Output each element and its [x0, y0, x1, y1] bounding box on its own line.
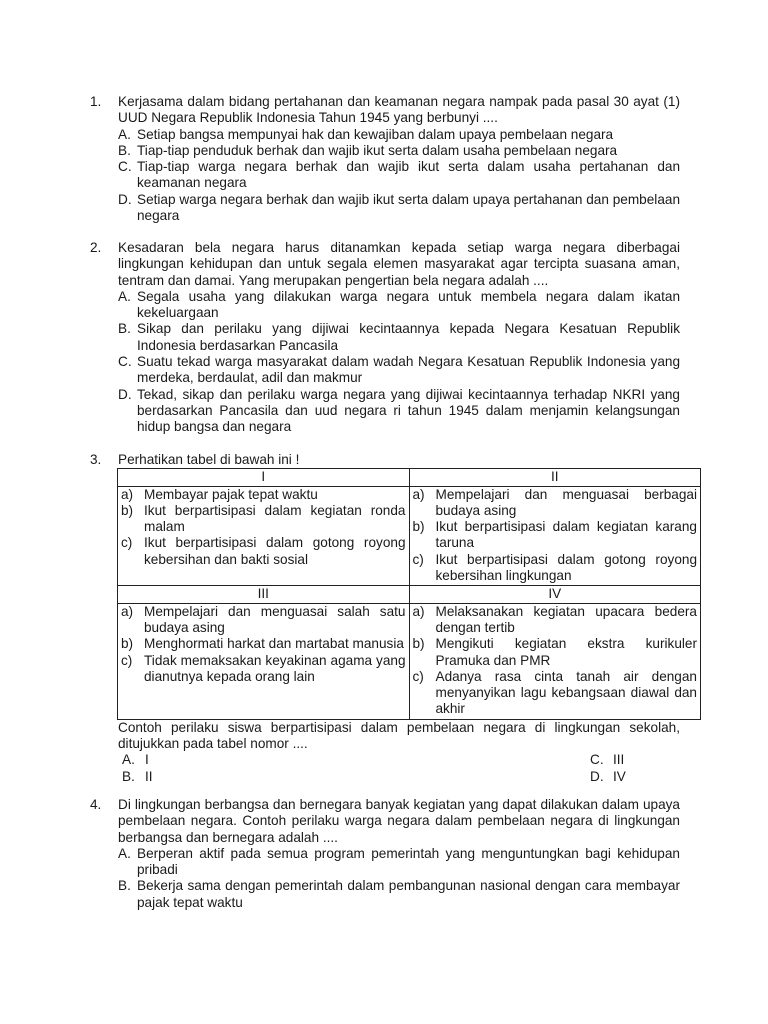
option-text: III	[613, 752, 625, 768]
option-letter: A.	[118, 126, 131, 142]
question-1	[90, 94, 680, 224]
option-text: Setiap bangsa mempunyai hak dan kewajiban dalam upaya pembelaan negara	[137, 126, 614, 142]
cell-item	[121, 503, 406, 536]
option-text: Berperan aktif pada semua program pemerintah yang menguntungkan bagi kehidupan pribadi	[137, 845, 680, 878]
option-letter: C.	[118, 354, 132, 370]
cell-item-letter: a)	[121, 603, 134, 619]
option-d[interactable]	[118, 387, 680, 436]
option-d[interactable]	[118, 192, 680, 225]
cell-item	[413, 604, 698, 637]
table-cell-ii	[409, 486, 701, 586]
option-letter: A.	[118, 288, 131, 304]
cell-item	[413, 636, 698, 669]
option-a[interactable]	[118, 289, 680, 322]
cell-item-text: Ikut berpartisipasi dalam kegiatan karang taruna	[435, 519, 697, 551]
cell-item-text: Ikut berpartisipasi dalam gotong royong kebersihan dan bakti sosial	[144, 535, 406, 567]
question-number: 1.	[90, 94, 102, 109]
option-a[interactable]	[118, 846, 680, 879]
option-letter: C.	[590, 752, 604, 768]
question-stem: Perhatikan tabel di bawah ini !	[118, 452, 300, 467]
option-text: IV	[613, 768, 626, 784]
question-number: 2.	[90, 240, 102, 255]
cell-item-letter: b)	[121, 636, 134, 652]
cell-item	[413, 552, 698, 585]
option-letter: D.	[590, 768, 604, 784]
option-text: Setiap warga negara berhak dan wajib ikut serta dalam upaya pertahanan dan pembelaan negara	[137, 191, 680, 224]
option-b[interactable]	[118, 143, 680, 159]
cell-item-text: Menghormati harkat dan martabat manusia	[144, 636, 404, 652]
question-stem: Kerjasama dalam bidang pertahanan dan keamanan negara nampak pada pasal 30 ayat (1) UUD Negara Republik Indonesia Tahun 1945 yang berbunyi ....	[118, 94, 680, 126]
question-stem: Kesadaran bela negara harus ditanamkan kepada setiap warga negara diberbagai lingkungan kehidupan dan untuk segala elemen masyarakat agar tercipta suasana aman, tentram dan damai. Yang merupakan pengertian bela negara adalah ....	[118, 240, 680, 288]
option-text: Tiap-tiap penduduk berhak dan wajib ikut serta dalam usaha pembelaan negara	[137, 142, 618, 158]
option-letter: B.	[118, 142, 131, 158]
cell-item-text: Melaksanakan kegiatan upacara bedera dengan tertib	[435, 603, 697, 635]
option-c[interactable]	[118, 159, 680, 192]
cell-item-letter: b)	[121, 502, 134, 518]
cell-item	[121, 636, 406, 652]
cell-item	[413, 487, 698, 520]
cell-item-letter: c)	[412, 551, 424, 567]
option-c[interactable]	[118, 354, 680, 387]
cell-item-letter: a)	[412, 486, 425, 502]
table-header-iv: IV	[409, 586, 701, 603]
option-letter: D.	[118, 191, 132, 207]
cell-item-text: Adanya rasa cinta tanah air dengan menyanyikan lagu kebangsaan diawal dan akhir	[435, 668, 697, 717]
cell-item-text: Ikut berpartisipasi dalam gotong royong kebersihan lingkungan	[435, 551, 697, 584]
option-a[interactable]	[122, 752, 149, 768]
cell-item-letter: a)	[412, 603, 425, 619]
option-text: Segala usaha yang dilakukan warga negara untuk membela negara dalam ikatan kekeluargaan	[137, 288, 680, 321]
cell-item-text: Membayar pajak tepat waktu	[144, 486, 318, 502]
option-b[interactable]	[118, 321, 680, 354]
option-letter: B.	[118, 321, 131, 337]
option-text: Bekerja sama dengan pemerintah dalam pembangunan nasional dengan cara membayar pajak tepat waktu	[137, 878, 680, 910]
question-2	[90, 240, 680, 436]
answer-row-2	[118, 769, 682, 785]
option-text: I	[145, 752, 149, 768]
question-3	[90, 452, 697, 785]
option-b[interactable]	[118, 878, 680, 911]
option-text: Suatu tekad warga masyarakat dalam wadah Negara Kesatuan Republik Indonesia yang merdeka, berdaulat, adil dan makmur	[137, 354, 680, 386]
table-cell-i	[118, 486, 410, 586]
table-cell-iv	[409, 603, 701, 719]
cell-item-letter: b)	[412, 636, 425, 652]
option-letter: C.	[118, 159, 132, 175]
option-letter: B.	[118, 878, 131, 894]
cell-item-text: Mempelajari dan menguasai salah satu budaya asing	[144, 603, 406, 635]
cell-item	[121, 604, 406, 637]
option-text: Tiap-tiap warga negara berhak dan wajib ikut serta dalam usaha pertahanan dan keamanan negara	[137, 159, 680, 191]
question-number: 3.	[90, 452, 102, 467]
cell-item-letter: b)	[412, 519, 425, 535]
cell-item-text: Mempelajari dan menguasai berbagai budaya asing	[435, 486, 697, 518]
option-letter: B.	[122, 768, 135, 784]
option-text: Tekad, sikap dan perilaku warga negara yang dijiwai kecintaannya terhadap NKRI yang berdasarkan Pancasila dan uud negara ri tahun 1945 dalam menjamin kelangsungan hidup bangsa dan negara	[137, 386, 680, 435]
question-stem: Di lingkungan berbangsa dan bernegara banyak kegiatan yang dapat dilakukan dalam upaya pembelaan negara. Contoh perilaku warga negara dalam pembelaan negara di lingkungan berbangsa dan bernegara adalah ....	[118, 797, 680, 845]
option-d[interactable]	[590, 769, 682, 785]
cell-item	[121, 535, 406, 568]
cell-item-text: Tidak memaksakan keyakinan agama yang dianutnya kepada orang lain	[144, 652, 406, 684]
cell-item-letter: c)	[121, 535, 133, 551]
option-letter: D.	[118, 386, 132, 402]
table-header-i: I	[118, 469, 410, 486]
option-b[interactable]	[122, 769, 153, 785]
option-text: II	[145, 768, 153, 784]
answer-row-1	[118, 752, 682, 768]
cell-item	[121, 653, 406, 686]
cell-item	[121, 487, 406, 503]
table-cell-iii	[118, 603, 410, 719]
option-letter: A.	[122, 752, 135, 768]
option-c[interactable]	[590, 752, 682, 768]
option-a[interactable]	[118, 127, 680, 143]
comparison-table	[117, 468, 701, 719]
table-header-iii: III	[118, 586, 410, 603]
question-number: 4.	[90, 797, 102, 812]
cell-item-letter: c)	[412, 668, 424, 684]
cell-item	[413, 519, 698, 552]
cell-item-text: Mengikuti kegiatan ekstra kurikuler Pramuka dan PMR	[435, 636, 697, 668]
cell-item	[413, 669, 698, 718]
option-text: Sikap dan perilaku yang dijiwai kecintaannya kepada Negara Kesatuan Republik Indonesia berdasarkan Pancasila	[137, 321, 680, 353]
question-followup: Contoh perilaku siswa berpartisipasi dalam pembelaan negara di lingkungan sekolah, ditujukkan pada tabel nomor ....	[118, 719, 680, 752]
cell-item-letter: a)	[121, 486, 134, 502]
cell-item-letter: c)	[121, 652, 133, 668]
option-letter: A.	[118, 845, 131, 861]
table-header-ii: II	[409, 469, 701, 486]
cell-item-text: Ikut berpartisipasi dalam kegiatan ronda malam	[144, 502, 406, 535]
question-4	[90, 797, 680, 911]
